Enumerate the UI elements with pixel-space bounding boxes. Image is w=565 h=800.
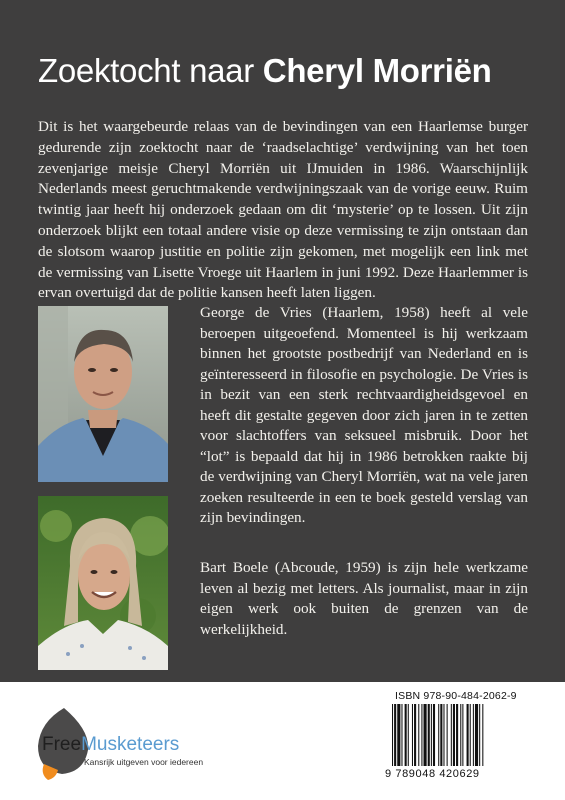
barcode-bar — [428, 704, 430, 766]
barcode-bar — [412, 704, 413, 766]
publisher-name-free: Free — [42, 734, 82, 755]
barcode-bar — [424, 704, 427, 766]
barcode-bar — [453, 704, 455, 766]
barcode-bar — [433, 704, 435, 766]
publisher-tagline: Kansrijk uitgeven voor iedereen — [84, 757, 204, 767]
barcode-bar — [460, 704, 461, 766]
author-bio-bart: Bart Boele (Abcoude, 1959) is zijn hele werkzame leven al bezig met letters. Als journalist, maar in zijn eigen werk ook buiten de grenzen van de werkelijkheid. — [200, 559, 528, 638]
barcode-bar — [405, 704, 407, 766]
barcode-bars — [388, 704, 534, 768]
publisher-name — [42, 734, 179, 756]
barcode-bar — [467, 704, 469, 766]
publisher-logo — [36, 708, 216, 780]
blurb-paragraph: Dit is het waargebeurde relaas van de bevindingen van een Haarlemse burger gedurende zijn zoektocht naar de ‘raadselachtige’ verdwijning van het toen zevenjarige meisje Cheryl Morriën uit IJmuiden in 1986. Waarschijnlijk Nederlands meest geruchtmakende verdwijningszaak van de vorige eeuw. Ruim twintig jaar heeft hij onderzoek gedaan om dit ‘mysterie’ op te lossen. Uit zijn onderzoek blijkt een totaal andere visie op deze vermissing te zijn ontstaan dan de slotsom waarop justitie en politie zijn gekomen, met mogelijk een link met de vermissing van Lisette Vroege uit Haarlem in juni 1992. Deze Haarlemmer is ervan overtuigd dat de politie kansen heeft laten liggen. — [38, 118, 528, 302]
barcode-bar — [394, 704, 396, 766]
barcode-bar — [438, 704, 439, 766]
isbn-barcode — [385, 690, 537, 790]
barcode-bar — [451, 704, 452, 766]
barcode-bar — [479, 704, 480, 766]
barcode-bar — [443, 704, 444, 766]
barcode-bar — [392, 704, 393, 766]
barcode-bar — [440, 704, 442, 766]
author-bio-george: George de Vries (Haarlem, 1958) heeft al vele beroepen uitgeoefend. Momenteel is hij werkzaam binnen het grootste postbedrijf van Nederland en is geïnteresseerd in filosofie en psychologie. De Vries is in bezit van een sterk rechtvaardigheidsgevoel en heeft dit gestalte gegeven door zich jaren in te zetten voor slachtoffers van seksueel misbruik. Door het “lot” is bepaald dat hij in 1986 betrokken raakte bij de verdwijning van Cheryl Morriën, wat na vele jaren zoeken resulteerde in een te boek gesteld verslag van zijn bevindingen. — [200, 304, 528, 526]
title-light: Zoektocht naar — [38, 52, 263, 89]
barcode-bar — [470, 704, 471, 766]
book-title — [38, 52, 491, 90]
isbn-label: ISBN 978-90-484-2062-9 — [395, 690, 517, 702]
barcode-bar — [408, 704, 409, 766]
barcode-bar — [462, 704, 463, 766]
barcode-bar — [482, 704, 483, 766]
barcode-bar — [418, 704, 419, 766]
isbn-digits: 9 789048 420629 — [385, 768, 480, 780]
author-photo-george — [38, 306, 168, 482]
publisher-name-musketeers: Musketeers — [81, 734, 180, 755]
barcode-bar — [473, 704, 474, 766]
barcode-bar — [421, 704, 422, 766]
barcode-bar — [397, 704, 400, 766]
barcode-bar — [447, 704, 448, 766]
title-bold: Cheryl Morriën — [262, 52, 492, 89]
barcode-bar — [475, 704, 478, 766]
barcode-bar — [414, 704, 416, 766]
author-photo-bart — [38, 496, 168, 670]
barcode-bar — [456, 704, 458, 766]
barcode-bar — [431, 704, 432, 766]
barcode-bar — [401, 704, 402, 766]
